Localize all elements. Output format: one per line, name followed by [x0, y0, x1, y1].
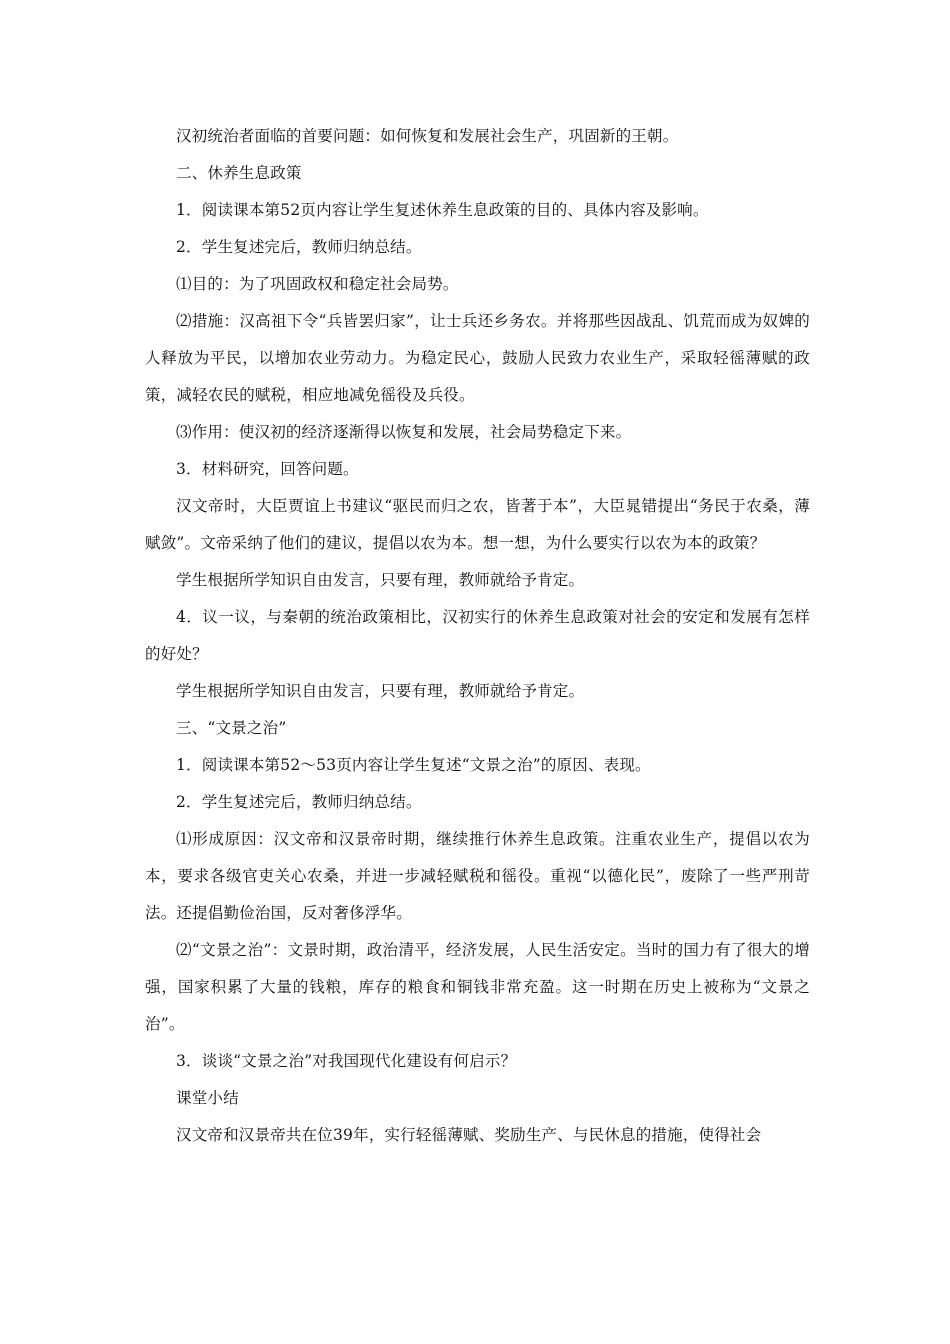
paragraph-item-3: 3．材料研究，回答问题。 [176, 460, 359, 478]
section-heading-wenjing: 三、“文景之治” [176, 719, 287, 737]
paragraph-wenjing-item-3: 3．谈谈“文景之治”对我国现代化建设有何启示？ [176, 1052, 517, 1070]
paragraph-summary: 汉文帝和汉景帝共在位39年，实行轻徭薄赋、奖励生产、与民休息的措施，使得社会 [176, 1126, 762, 1144]
paragraph-wenjing-causes: ⑴形成原因：汉文帝和汉景帝时期，继续推行休养生息政策。注重农业生产，提倡以农为本，要求各级官吏关心农桑，并进一步减轻赋税和徭役。重视“以德化民”，废除了一些严刑苛法。还提倡勤俭治国，反对奢侈浮华。 [145, 830, 810, 922]
paragraph-item-2: 2．学生复述完后，教师归纳总结。 [176, 238, 422, 256]
paragraph-material: 汉文帝时，大臣贾谊上书建议“驱民而归之农，皆著于本”，大臣晁错提出“务民于农桑，薄赋敛”。文帝采纳了他们的建议，提倡以农为本。想一想，为什么要实行以农为本的政策？ [145, 497, 810, 552]
section-heading-summary: 课堂小结 [176, 1089, 239, 1107]
paragraph-purpose: ⑴目的：为了巩固政权和稳定社会局势。 [176, 275, 459, 293]
paragraph-intro: 汉初统治者面临的首要问题：如何恢复和发展社会生产，巩固新的王朝。 [176, 127, 679, 145]
paragraph-item-1: 1．阅读课本第52页内容让学生复述休养生息政策的目的、具体内容及影响。 [176, 201, 709, 219]
paragraph-wenjing-description: ⑵“文景之治”：文景时期，政治清平，经济发展，人民生活安定。当时的国力有了很大的增强，国家积累了大量的钱粮，库存的粮食和铜钱非常充盈。这一时期在历史上被称为“文景之治”。 [145, 941, 810, 1033]
paragraph-measures: ⑵措施：汉高祖下令“兵皆罢归家”，让士兵还乡务农。并将那些因战乱、饥荒而成为奴婢的人释放为平民，以增加农业劳动力。为稳定民心，鼓励人民致力农业生产，采取轻徭薄赋的政策，减轻农民的赋税，相应地减免徭役及兵役。 [145, 312, 810, 404]
section-heading-rest-policy: 二、休养生息政策 [176, 164, 302, 182]
paragraph-item-4: 4．议一议，与秦朝的统治政策相比，汉初实行的休养生息政策对社会的安定和发展有怎样的好处？ [145, 608, 810, 663]
paragraph-student-response-2: 学生根据所学知识自由发言，只要有理，教师就给予肯定。 [176, 682, 585, 700]
document-body [145, 118, 810, 1154]
paragraph-wenjing-item-2: 2．学生复述完后，教师归纳总结。 [176, 793, 422, 811]
paragraph-effect: ⑶作用：使汉初的经济逐渐得以恢复和发展，社会局势稳定下来。 [176, 423, 632, 441]
paragraph-student-response-1: 学生根据所学知识自由发言，只要有理，教师就给予肯定。 [176, 571, 585, 589]
paragraph-wenjing-item-1: 1．阅读课本第52～53页内容让学生复述“文景之治”的原因、表现。 [176, 756, 651, 774]
